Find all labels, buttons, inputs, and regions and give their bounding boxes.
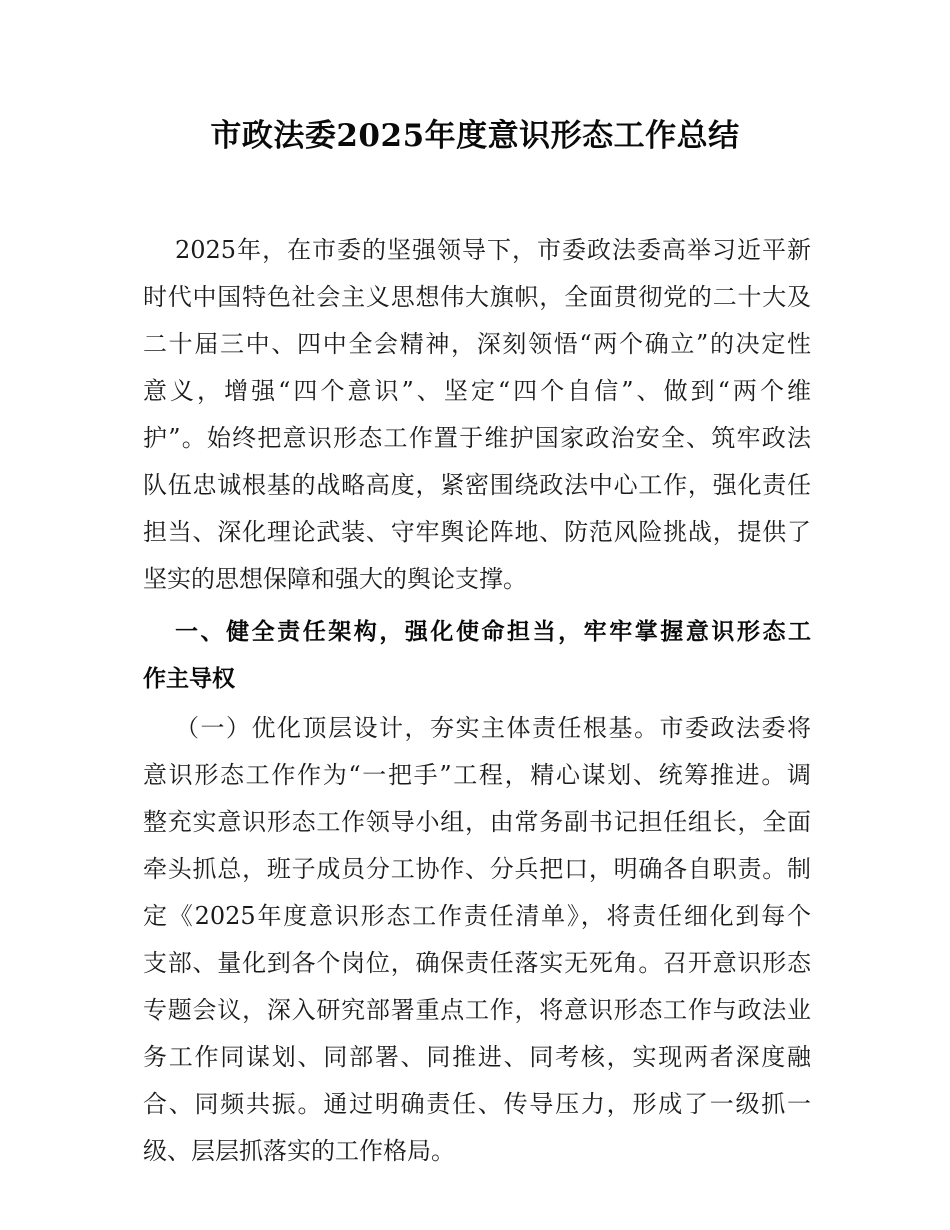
text-line: 队伍忠诚根基的战略高度，紧密围绕政法中心工作，强化责任: [143, 471, 811, 499]
text-line: 2025年，在市委的坚强领导下，市委政法委高举习近平新: [175, 236, 811, 264]
subsection-paragraph-1: [143, 705, 811, 1175]
text-line: 务工作同谋划、同部署、同推进、同考核，实现两者深度融: [143, 1043, 811, 1071]
document-title: 市政法委2025年度意识形态工作总结: [210, 118, 740, 154]
section-heading-1: [143, 609, 811, 703]
text-line: （一）优化顶层设计，夯实主体责任根基。市委政法委将: [175, 714, 811, 742]
text-line: 担当、深化理论武装、守牢舆论阵地、防范风险挑战，提供了: [143, 518, 811, 546]
text-line: 牵头抓总，班子成员分工协作、分兵把口，明确各自职责。制: [143, 855, 811, 883]
text-line: 时代中国特色社会主义思想伟大旗帜，全面贯彻党的二十大及: [143, 283, 811, 311]
text-line: 支部、量化到各个岗位，确保责任落实无死角。召开意识形态: [143, 949, 811, 977]
text-line: 意识形态工作作为“一把手”工程，精心谋划、统筹推进。调: [143, 761, 811, 789]
text-line: 合、同频共振。通过明确责任、传导压力，形成了一级抓一: [143, 1090, 811, 1118]
text-line: 定《2025年度意识形态工作责任清单》，将责任细化到每个: [143, 902, 811, 930]
heading-line: 一、健全责任架构，强化使命担当，牢牢掌握意识形态工: [175, 619, 811, 645]
text-line: 二十届三中、四中全会精神，深刻领悟“两个确立”的决定性: [143, 330, 811, 358]
intro-paragraph: [143, 227, 811, 603]
text-line: 意义，增强“四个意识”、坚定“四个自信”、做到“两个维: [143, 377, 811, 405]
heading-line: 作主导权: [143, 666, 235, 692]
text-line: 级、层层抓落实的工作格局。: [143, 1137, 455, 1165]
text-line: 护”。始终把意识形态工作置于维护国家政治安全、筑牢政法: [143, 424, 811, 452]
text-line: 整充实意识形态工作领导小组，由常务副书记担任组长，全面: [143, 808, 811, 836]
text-line: 专题会议，深入研究部署重点工作，将意识形态工作与政法业: [143, 996, 811, 1024]
text-line: 坚实的思想保障和强大的舆论支撑。: [143, 565, 527, 593]
